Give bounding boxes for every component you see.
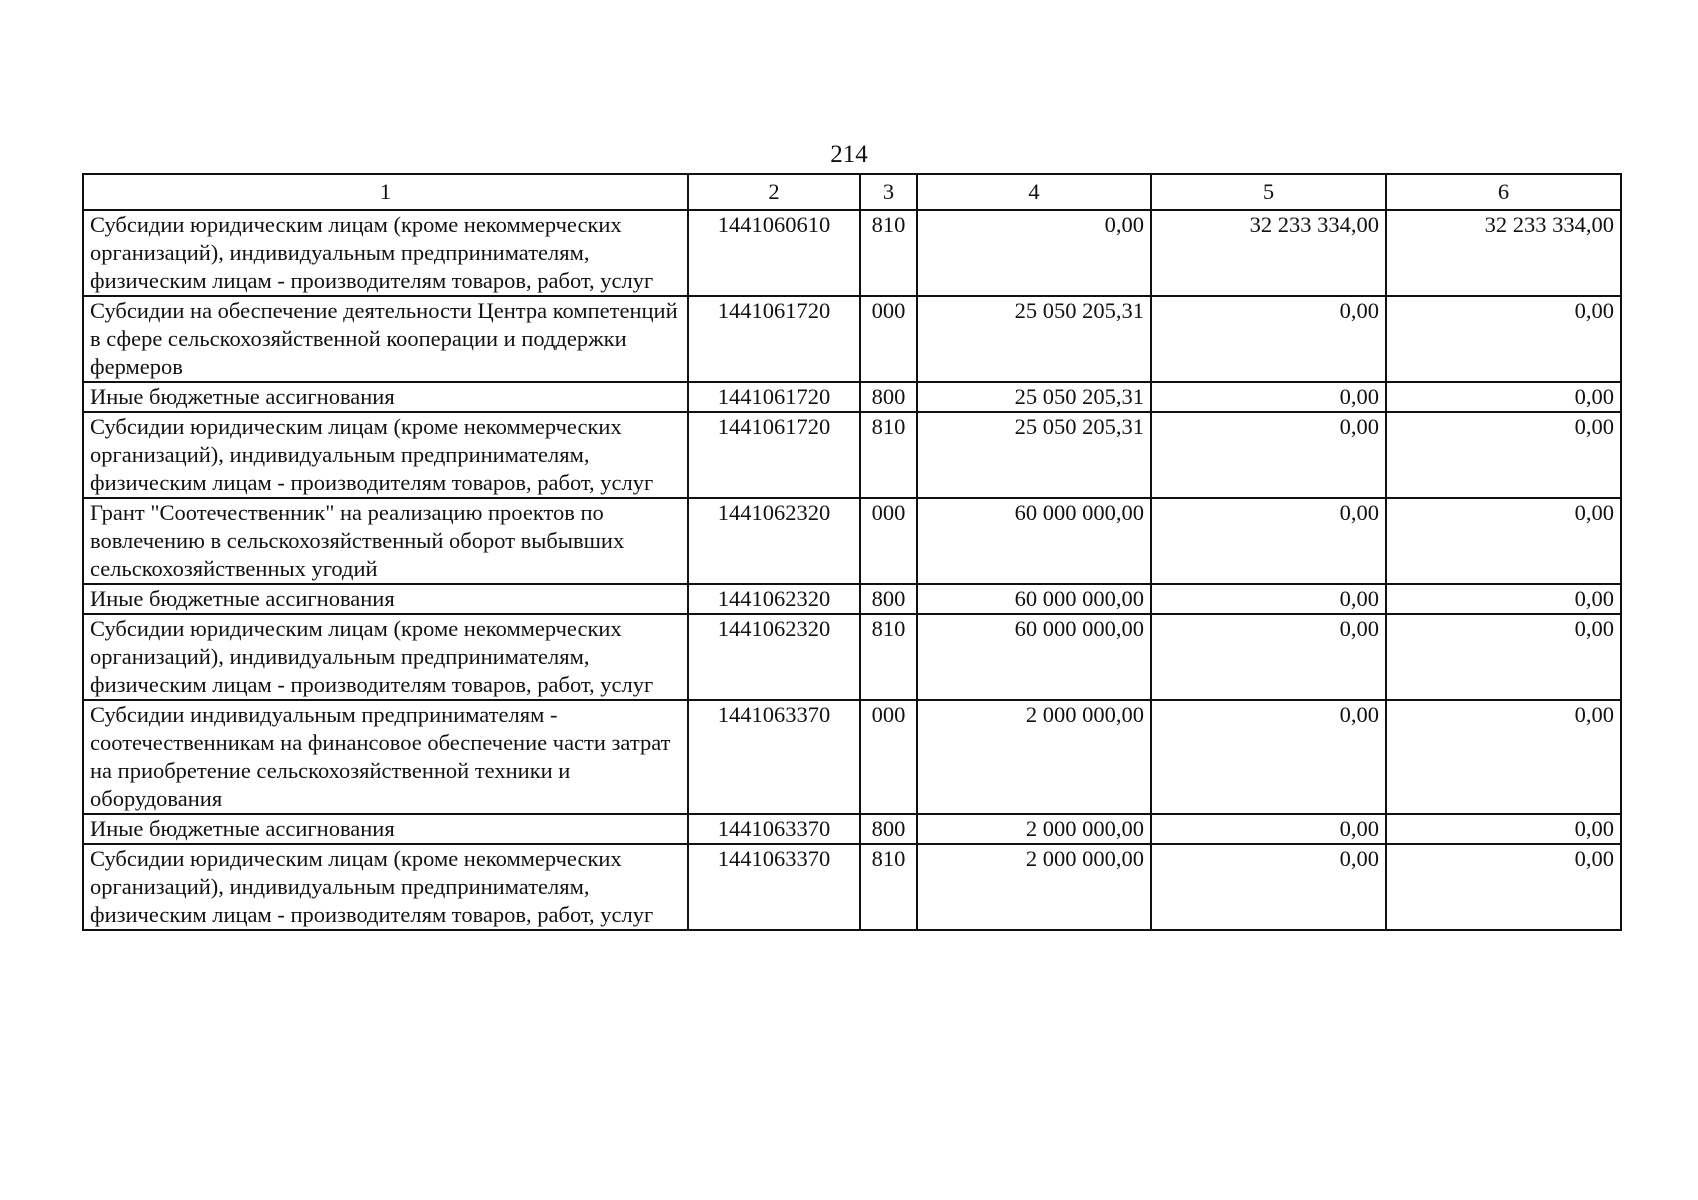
row-amount-col6: 0,00 (1386, 814, 1621, 844)
row-amount-col4: 2 000 000,00 (917, 844, 1151, 930)
row-description: Иные бюджетные ассигнования (83, 382, 688, 412)
row-expense-type: 000 (860, 700, 917, 814)
row-description: Грант "Соотечественник" на реализацию проектов по вовлечению в сельскохозяйственный оборот выбывших сельскохозяйственных угодий (83, 498, 688, 584)
row-description: Иные бюджетные ассигнования (83, 584, 688, 614)
row-expense-type: 800 (860, 814, 917, 844)
row-amount-col4: 60 000 000,00 (917, 614, 1151, 700)
row-target-code: 1441061720 (688, 382, 860, 412)
row-target-code: 1441061720 (688, 296, 860, 382)
row-amount-col4: 25 050 205,31 (917, 296, 1151, 382)
row-expense-type: 810 (860, 412, 917, 498)
table-row (83, 296, 1621, 382)
row-expense-type: 000 (860, 296, 917, 382)
row-target-code: 1441063370 (688, 814, 860, 844)
row-amount-col4: 25 050 205,31 (917, 412, 1151, 498)
row-target-code: 1441060610 (688, 210, 860, 296)
page-number: 214 (830, 141, 868, 168)
row-expense-type: 800 (860, 382, 917, 412)
row-target-code: 1441061720 (688, 412, 860, 498)
table-row (83, 382, 1621, 412)
table-row (83, 844, 1621, 930)
row-target-code: 1441063370 (688, 844, 860, 930)
row-amount-col5: 0,00 (1151, 498, 1386, 584)
row-expense-type: 800 (860, 584, 917, 614)
row-amount-col6: 0,00 (1386, 844, 1621, 930)
row-amount-col5: 0,00 (1151, 614, 1386, 700)
row-amount-col5: 32 233 334,00 (1151, 210, 1386, 296)
column-header: 1 (83, 174, 688, 210)
table-row (83, 614, 1621, 700)
table-row (83, 814, 1621, 844)
row-amount-col4: 60 000 000,00 (917, 498, 1151, 584)
row-target-code: 1441063370 (688, 700, 860, 814)
row-expense-type: 810 (860, 844, 917, 930)
row-amount-col4: 2 000 000,00 (917, 814, 1151, 844)
row-amount-col6: 0,00 (1386, 700, 1621, 814)
column-header: 6 (1386, 174, 1621, 210)
row-amount-col5: 0,00 (1151, 700, 1386, 814)
row-amount-col5: 0,00 (1151, 584, 1386, 614)
table-row (83, 498, 1621, 584)
column-header: 2 (688, 174, 860, 210)
row-description: Субсидии юридическим лицам (кроме некоммерческих организаций), индивидуальным предпринимателям, физическим лицам - производителям товаров, работ, услуг (83, 844, 688, 930)
column-header: 4 (917, 174, 1151, 210)
row-target-code: 1441062320 (688, 498, 860, 584)
row-description: Субсидии юридическим лицам (кроме некоммерческих организаций), индивидуальным предпринимателям, физическим лицам - производителям товаров, работ, услуг (83, 614, 688, 700)
row-amount-col6: 0,00 (1386, 614, 1621, 700)
row-amount-col5: 0,00 (1151, 814, 1386, 844)
table-row (83, 700, 1621, 814)
row-target-code: 1441062320 (688, 584, 860, 614)
row-amount-col4: 60 000 000,00 (917, 584, 1151, 614)
row-description: Субсидии юридическим лицам (кроме некоммерческих организаций), индивидуальным предпринимателям, физическим лицам - производителям товаров, работ, услуг (83, 210, 688, 296)
row-amount-col6: 0,00 (1386, 498, 1621, 584)
row-amount-col6: 0,00 (1386, 382, 1621, 412)
row-expense-type: 810 (860, 614, 917, 700)
row-amount-col6: 0,00 (1386, 296, 1621, 382)
table-header-row (83, 174, 1621, 210)
row-description: Субсидии юридическим лицам (кроме некоммерческих организаций), индивидуальным предпринимателям, физическим лицам - производителям товаров, работ, услуг (83, 412, 688, 498)
table-row (83, 210, 1621, 296)
row-target-code: 1441062320 (688, 614, 860, 700)
column-header: 3 (860, 174, 917, 210)
row-amount-col4: 25 050 205,31 (917, 382, 1151, 412)
table-row (83, 584, 1621, 614)
row-amount-col6: 32 233 334,00 (1386, 210, 1621, 296)
row-description: Субсидии на обеспечение деятельности Центра компетенций в сфере сельскохозяйственной кооперации и поддержки фермеров (83, 296, 688, 382)
budget-table (82, 173, 1622, 931)
row-description: Субсидии индивидуальным предпринимателям - соотечественникам на финансовое обеспечение части затрат на приобретение сельскохозяйственной техники и оборудования (83, 700, 688, 814)
row-amount-col5: 0,00 (1151, 382, 1386, 412)
row-expense-type: 000 (860, 498, 917, 584)
row-amount-col4: 2 000 000,00 (917, 700, 1151, 814)
column-header: 5 (1151, 174, 1386, 210)
row-amount-col5: 0,00 (1151, 412, 1386, 498)
row-amount-col6: 0,00 (1386, 584, 1621, 614)
row-amount-col4: 0,00 (917, 210, 1151, 296)
row-amount-col5: 0,00 (1151, 296, 1386, 382)
row-expense-type: 810 (860, 210, 917, 296)
row-amount-col6: 0,00 (1386, 412, 1621, 498)
row-description: Иные бюджетные ассигнования (83, 814, 688, 844)
table-row (83, 412, 1621, 498)
row-amount-col5: 0,00 (1151, 844, 1386, 930)
